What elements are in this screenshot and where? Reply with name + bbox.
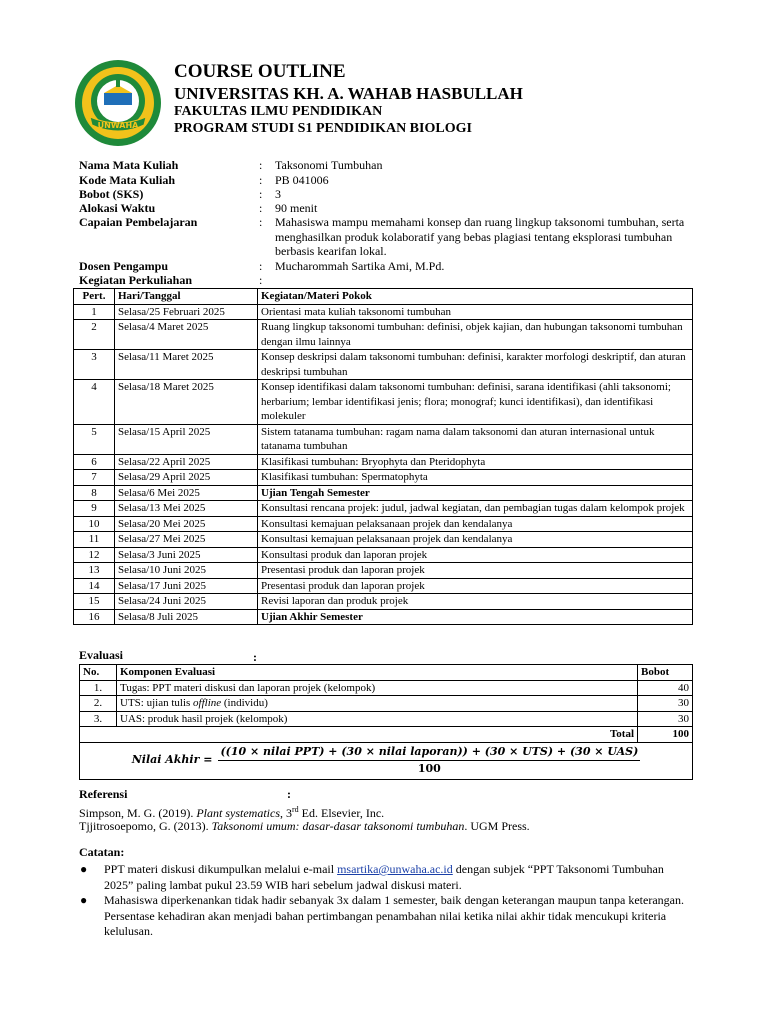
evaluation-table	[79, 664, 693, 780]
total-row	[80, 727, 693, 743]
info-colon: :	[259, 187, 263, 201]
info-colon: :	[259, 158, 263, 172]
info-value: Mahasiswa mampu memahami konsep dan ruang lingkup taksonomi tumbuhan, serta menghasilkan produk kolaboratif yang bebas plagiasi tentang eksplorasi tumbuhan berbasis kearifan lokal.	[275, 215, 685, 258]
reference-title: Plant systematics	[196, 806, 280, 820]
evaluation-component: UTS: ujian tulis offline (individu)	[117, 696, 638, 712]
evaluation-number: 3.	[80, 711, 117, 727]
session-topic: Ruang lingkup taksonomi tumbuhan: definisi, objek kajian, dan hubungan taksonomi tumbuhan dengan ilmu lainnya	[258, 320, 693, 350]
table-row	[74, 470, 693, 486]
table-row	[74, 304, 693, 320]
session-number: 12	[74, 547, 115, 563]
info-label: Alokasi Waktu	[79, 201, 156, 215]
program-name: PROGRAM STUDI S1 PENDIDIKAN BIOLOGI	[174, 121, 472, 136]
info-label: Dosen Pengampu	[79, 259, 169, 273]
session-topic: Konsultasi kemajuan pelaksanaan projek dan kendalanya	[258, 516, 693, 532]
session-number: 6	[74, 454, 115, 470]
info-label: Nama Mata Kuliah	[79, 158, 179, 172]
schedule-table	[73, 288, 693, 625]
session-date: Selasa/6 Mei 2025	[115, 485, 258, 501]
reference-item: Tjjitrosoepomo, G. (2013). Taksonomi umum: dasar-dasar taksonomi tumbuhan. UGM Press.	[79, 819, 530, 833]
session-date: Selasa/13 Mei 2025	[115, 501, 258, 517]
info-value: Mucharommah Sartika Ami, M.Pd.	[275, 259, 445, 273]
session-number: 8	[74, 485, 115, 501]
info-colon: :	[259, 215, 263, 229]
notes-title: Catatan:	[79, 845, 125, 859]
session-number: 1	[74, 304, 115, 320]
session-topic: Konsep deskripsi dalam taksonomi tumbuhan: definisi, karakter morfologi deskriptif, dan aturan deskripsi tumbuhan	[258, 350, 693, 380]
table-row	[74, 594, 693, 610]
university-logo	[74, 59, 162, 147]
total-label: Total	[80, 727, 638, 743]
university-name: UNIVERSITAS KH. A. WAHAB HASBULLAH	[174, 84, 523, 103]
formula-fraction	[218, 745, 640, 777]
session-number: 14	[74, 578, 115, 594]
formula-row	[80, 742, 693, 779]
column-header-pert: Pert.	[74, 289, 115, 305]
faculty-name: FAKULTAS ILMU PENDIDIKAN	[174, 104, 383, 119]
table-header-row	[74, 289, 693, 305]
table-row	[74, 424, 693, 454]
session-number: 13	[74, 563, 115, 579]
info-colon: :	[259, 201, 263, 215]
session-topic: Klasifikasi tumbuhan: Bryophyta dan Pteridophyta	[258, 454, 693, 470]
session-topic: Ujian Tengah Semester	[258, 485, 693, 501]
session-topic: Presentasi produk dan laporan projek	[258, 578, 693, 594]
table-row	[74, 547, 693, 563]
final-score-formula	[132, 745, 641, 777]
evaluation-body	[80, 680, 693, 727]
note-item: ● PPT materi diskusi dikumpulkan melalui e-mail msartika@unwaha.ac.id dengan subjek “PPT Taksonomi Tumbuhan 2025” paling lambat pukul 23.59 WIB hari sebelum jadwal diskusi materi.	[80, 862, 664, 892]
session-topic: Presentasi produk dan laporan projek	[258, 563, 693, 579]
table-row	[74, 485, 693, 501]
session-date: Selasa/15 April 2025	[115, 424, 258, 454]
evaluation-weight: 30	[638, 696, 693, 712]
session-number: 9	[74, 501, 115, 517]
evaluation-weight: 30	[638, 711, 693, 727]
evaluation-label: Evaluasi	[79, 648, 124, 662]
info-colon: :	[259, 173, 263, 187]
session-date: Selasa/8 Juli 2025	[115, 609, 258, 625]
session-number: 2	[74, 320, 115, 350]
evaluation-component: UAS: produk hasil projek (kelompok)	[117, 711, 638, 727]
session-date: Selasa/4 Maret 2025	[115, 320, 258, 350]
session-topic: Konsep identifikasi dalam taksonomi tumbuhan: definisi, sarana identifikasi (ahli taksonomi; herbarium; lembar identifikasi jenis; flora; monograf; kunci identifikasi), dan identifikasi molekuler	[258, 380, 693, 425]
session-date: Selasa/27 Mei 2025	[115, 532, 258, 548]
session-number: 15	[74, 594, 115, 610]
table-row	[74, 350, 693, 380]
session-number: 16	[74, 609, 115, 625]
session-date: Selasa/18 Maret 2025	[115, 380, 258, 425]
column-header-component: Komponen Evaluasi	[117, 665, 638, 681]
formula-denominator: 100	[417, 762, 441, 775]
table-row	[74, 516, 693, 532]
evaluation-number: 1.	[80, 680, 117, 696]
table-row	[74, 380, 693, 425]
session-date: Selasa/3 Juni 2025	[115, 547, 258, 563]
info-value: 90 menit	[275, 201, 318, 215]
references-title: Referensi	[79, 787, 128, 801]
table-row	[74, 501, 693, 517]
session-date: Selasa/11 Maret 2025	[115, 350, 258, 380]
session-date: Selasa/29 April 2025	[115, 470, 258, 486]
session-date: Selasa/17 Juni 2025	[115, 578, 258, 594]
session-number: 7	[74, 470, 115, 486]
column-header-topic: Kegiatan/Materi Pokok	[258, 289, 693, 305]
session-date: Selasa/24 Juni 2025	[115, 594, 258, 610]
session-topic: Orientasi mata kuliah taksonomi tumbuhan	[258, 304, 693, 320]
evaluation-weight: 40	[638, 680, 693, 696]
formula-lhs: Nilai Akhir =	[131, 753, 213, 767]
schedule-body	[74, 304, 693, 625]
column-header-no: No.	[80, 665, 117, 681]
session-number: 5	[74, 424, 115, 454]
session-topic: Konsultasi rencana projek: judul, jadwal kegiatan, dan pembagian tugas dalam kelompok projek	[258, 501, 693, 517]
evaluation-component: Tugas: PPT materi diskusi dan laporan projek (kelompok)	[117, 680, 638, 696]
session-topic: Revisi laporan dan produk projek	[258, 594, 693, 610]
session-date: Selasa/10 Juni 2025	[115, 563, 258, 579]
info-label: Kode Mata Kuliah	[79, 173, 176, 187]
bullet-icon: ●	[80, 862, 88, 876]
evaluation-number: 2.	[80, 696, 117, 712]
table-row	[74, 320, 693, 350]
info-label: Kegiatan Perkuliahan	[79, 273, 193, 287]
column-header-date: Hari/Tanggal	[115, 289, 258, 305]
session-topic: Ujian Akhir Semester	[258, 609, 693, 625]
formula-numerator: ((10 × nilai PPT) + (30 × nilai laporan)) + (30 × UTS) + (30 × UAS)	[218, 745, 640, 762]
info-label: Bobot (SKS)	[79, 187, 144, 201]
session-number: 11	[74, 532, 115, 548]
formula-cell	[80, 742, 693, 779]
total-value: 100	[638, 727, 693, 743]
session-date: Selasa/25 Februari 2025	[115, 304, 258, 320]
reference-title: Taksonomi umum: dasar-dasar taksonomi tumbuhan	[211, 819, 465, 833]
table-row	[74, 454, 693, 470]
evaluation-colon: :	[253, 650, 257, 664]
table-row	[80, 696, 693, 712]
table-row	[74, 609, 693, 625]
session-topic: Konsultasi produk dan laporan projek	[258, 547, 693, 563]
bullet-icon: ●	[80, 893, 88, 907]
document-title: COURSE OUTLINE	[174, 61, 346, 82]
info-colon: :	[259, 273, 263, 287]
reference-item: Simpson, M. G. (2019). Plant systematics, 3rd Ed. Elsevier, Inc.	[79, 805, 385, 820]
session-number: 3	[74, 350, 115, 380]
session-topic: Konsultasi kemajuan pelaksanaan projek dan kendalanya	[258, 532, 693, 548]
note-item: ● Mahasiswa diperkenankan tidak hadir sebanyak 3x dalam 1 semester, baik dengan keterangan maupun tanpa keterangan. Persentase kehadiran akan menjadi bahan pertimbangan penambahan nilai ketika nilai akhir tidak mencukupi kriteria kelulusan.	[80, 893, 684, 938]
table-header-row	[80, 665, 693, 681]
info-value: 3	[275, 187, 281, 201]
info-label: Capaian Pembelajaran	[79, 215, 198, 229]
info-value: Taksonomi Tumbuhan	[275, 158, 383, 172]
column-header-weight: Bobot	[638, 665, 693, 681]
table-row	[74, 578, 693, 594]
info-value: PB 041006	[275, 173, 329, 187]
session-topic: Sistem tatanama tumbuhan: ragam nama dalam taksonomi dan aturan internasional untuk tatanama tumbuhan	[258, 424, 693, 454]
logo-text: UNWAHA	[97, 121, 139, 130]
session-topic: Klasifikasi tumbuhan: Spermatophyta	[258, 470, 693, 486]
references-colon: :	[287, 787, 291, 801]
table-row	[80, 711, 693, 727]
session-number: 4	[74, 380, 115, 425]
table-row	[80, 680, 693, 696]
table-row	[74, 532, 693, 548]
session-number: 10	[74, 516, 115, 532]
session-date: Selasa/22 April 2025	[115, 454, 258, 470]
email-link[interactable]: msartika@unwaha.ac.id	[337, 862, 453, 876]
table-row	[74, 563, 693, 579]
info-colon: :	[259, 259, 263, 273]
session-date: Selasa/20 Mei 2025	[115, 516, 258, 532]
